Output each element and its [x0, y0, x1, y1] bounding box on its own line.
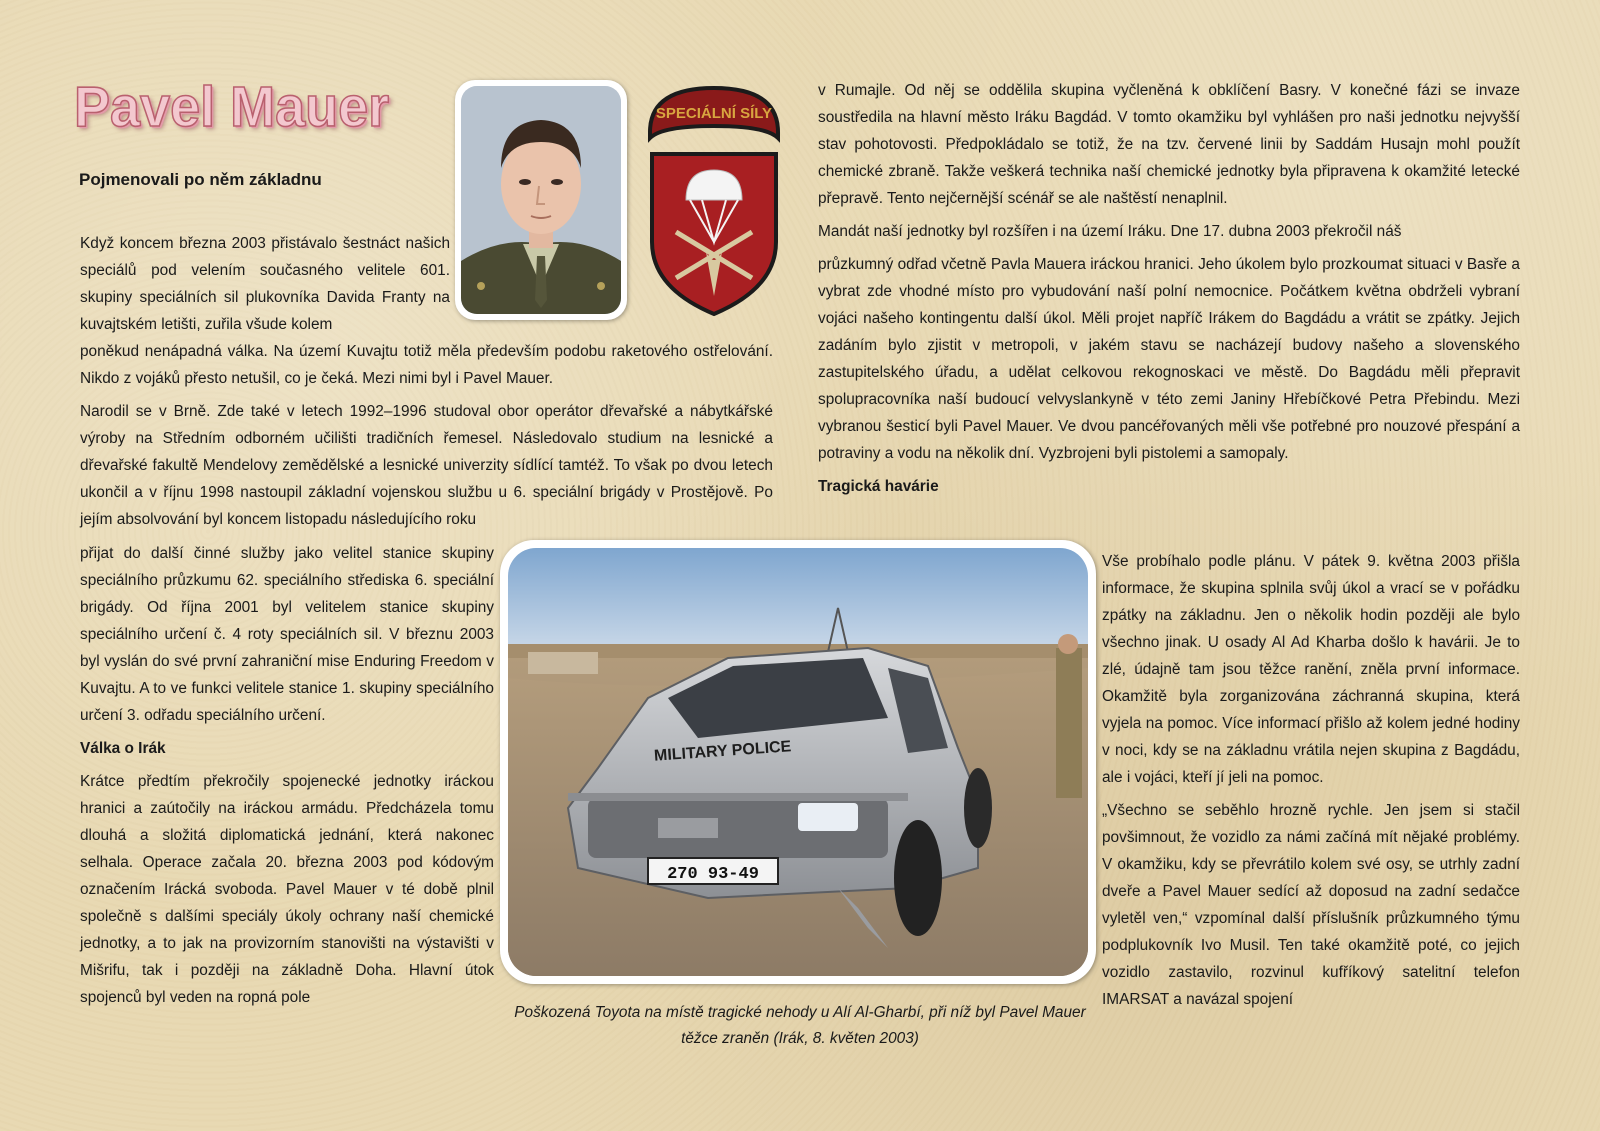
- right-paragraph-1: v Rumajle. Od něj se oddělila skupina vyčleněná k obklíčení Basry. V konečné fázi se invaze soustředila na hlavní město Iráku Bagdád. V tomto okamžiku byl vyhlášen pro naši jednotku nejvyšší stav pohotovosti. Předpokládalo se totiž, že na tzv. červené linii by Saddám Husajn mohl použít chemické zbraně. Takže veškerá technika naší chemické jednotky byla připravena k okamžité letecké přepravě. Tento nejčernější scénář se ale naštěstí nenaplnil.: [818, 82, 1520, 207]
- biography-paragraph-continued: přijat do další činné služby jako velitel stanice skupiny speciálního průzkumu 62. speciálního střediska 6. speciální brigády. Od října 2001 byl velitelem stanice skupiny speciálního určení č. 4 roty speciálních sil. V březnu 2003 byl vyslán do své první zahraniční mise Enduring Freedom v Kuvajtu. A to ve funkci velitele stanice 1. skupiny speciálního určení 3. odřadu speciálního určení.: [80, 545, 494, 724]
- insignia-label: SPECIÁLNÍ SÍLY: [655, 105, 773, 122]
- right-column-top: [818, 77, 1520, 506]
- portrait-image: [461, 86, 621, 314]
- quote-paragraph: „Všechno se seběhlo hrozně rychle. Jen jsem si stačil povšimnout, že vozidlo za námi začíná mít nějaké problémy. V okamžiku, kdy se převrátilo kolem své osy, se utrhly zadní dveře a Pavel Mauer sedící až doposud na zadní sedačce vyletěl ven,“ vzpomínal další příslušník průzkumného týmu podplukovník Ivo Musil. Ten také okamžitě poté, co jejich vozidlo zastavilo, rozvinul kufříkový satelitní telefon IMARSAT a navázal spojení: [1102, 802, 1520, 1008]
- heading-iraq-war: Válka o Irák: [80, 740, 166, 757]
- photo-caption: Poškozená Toyota na místě tragické nehody u Alí Al-Gharbí, při níž byl Pavel Mauer těžce zraněn (Irák, 8. květen 2003): [514, 1004, 1086, 1047]
- license-plate: 270 93-49: [667, 865, 759, 884]
- crashed-toyota-image: [508, 548, 1088, 976]
- page-title: Pavel Mauer: [74, 75, 390, 139]
- biography-paragraph: Narodil se v Brně. Zde také v letech 1992–1996 studoval obor operátor dřevařské a nábytkářské výroby na Středním odborném učilišti tradičních řemesel. Následovalo studium na lesnické a dřevařské fakultě Mendelovy zemědělské a lesnické univerzity sídlící tamtéž. To však po dvou letech ukončil a v říjnu 1998 nastoupil základní vojenskou službu u 6. speciální brigády v Prostějově. Po jejím absolvování byl koncem listopadu následujícího roku: [80, 403, 773, 528]
- vehicle-label: MILITARY POLICE: [653, 738, 792, 765]
- heading-tragic-crash: Tragická havárie: [818, 478, 939, 495]
- right-paragraph-3: průzkumný odřad včetně Pavla Mauera iráckou hranici. Jeho úkolem bylo prozkoumat situaci v Basře a vybrat zde vhodné místo pro vybudování naší polní nemocnice. Počátkem května obdrželi vybraní vojáci našeho kontingentu další úkol. Měli projet napříč Irákem do Bagdádu a vrátit se zpátky. Jejich zadáním bylo zjistit v metropoli, v jakém stavu se nacházejí budovy našeho a slovenského zastupitelského úřadu, a udělat celkovou rekognoskaci ve městě. Do Bagdádu měli přepravit spolupracovníka naší budoucí velvyslankyně v této zemi Janiny Hřebíčkové Petra Přebindu. Mezi vybranou šesticí byli Pavel Mauer. Ve dvou pancéřovaných měli vše potřebné pro nouzové přespání a potraviny a vodu na několik dní. Vyzbrojeni byli pistolemi a samopaly.: [818, 256, 1520, 462]
- left-column-narrow: [80, 540, 494, 1017]
- right-column-narrow: [1102, 548, 1520, 1019]
- right-paragraph-2: Mandát naší jednotky byl rozšířen i na území Iráku. Dne 17. dubna 2003 překročil náš: [818, 223, 1402, 240]
- crash-paragraph: Vše probíhalo podle plánu. V pátek 9. května 2003 přišla informace, že skupina splnila svůj úkol a vrací se v pořádku zpátky na základnu. Jen o několik hodin později ale bylo všechno jinak. U osady Al Ad Kharba došlo k havárii. Je to zlé, údajně tam jsou těžce ranění, zněla první informace. Okamžitě byla zorganizována záchranná skupina, která vyjela na pomoc. Více informací přišlo až kolem jedné hodiny v noci, kdy se na základnu vrátila nejen skupina z Bagdádu, ale i vojáci, kteří jí jeli na pomoc.: [1102, 553, 1520, 786]
- special-forces-insignia: [646, 82, 782, 318]
- left-column-full: [80, 338, 773, 539]
- crashed-vehicle-photo: [500, 540, 1096, 984]
- intro-paragraph-continued: poněkud nenápadná válka. Na území Kuvajtu totiž měla především podobu raketového ostřelování. Nikdo z vojáků přesto netušil, co je čeká. Mezi nimi byl i Pavel Mauer.: [80, 343, 773, 387]
- article-subtitle: Pojmenovali po něm základnu: [79, 170, 322, 189]
- iraq-war-paragraph: Krátce předtím překročily spojenecké jednotky iráckou hranici a zaútočily na iráckou armádu. Předcházela tomu dlouhá a složitá diplomatická jednání, která nakonec selhala. Operace začala 20. března 2003 pod kódovým označením Irácká svoboda. Pavel Mauer v té době plnil společně s dalšími speciály úkoly ochrany naší chemické jednotky, a to jak na provizorním stanovišti na výstavišti v Mišrifu, tak i později na základně Doha. Hlavní útok spojenců byl veden na ropná pole: [80, 773, 494, 1006]
- portrait-photo: [455, 80, 627, 320]
- intro-paragraph-wrap: Když koncem března 2003 přistávalo šestnáct našich speciálů pod velením současného velitele 601. skupiny speciálních sil plukovníka Davida Franty na kuvajtském letišti, zuřila všude kolem: [80, 235, 450, 333]
